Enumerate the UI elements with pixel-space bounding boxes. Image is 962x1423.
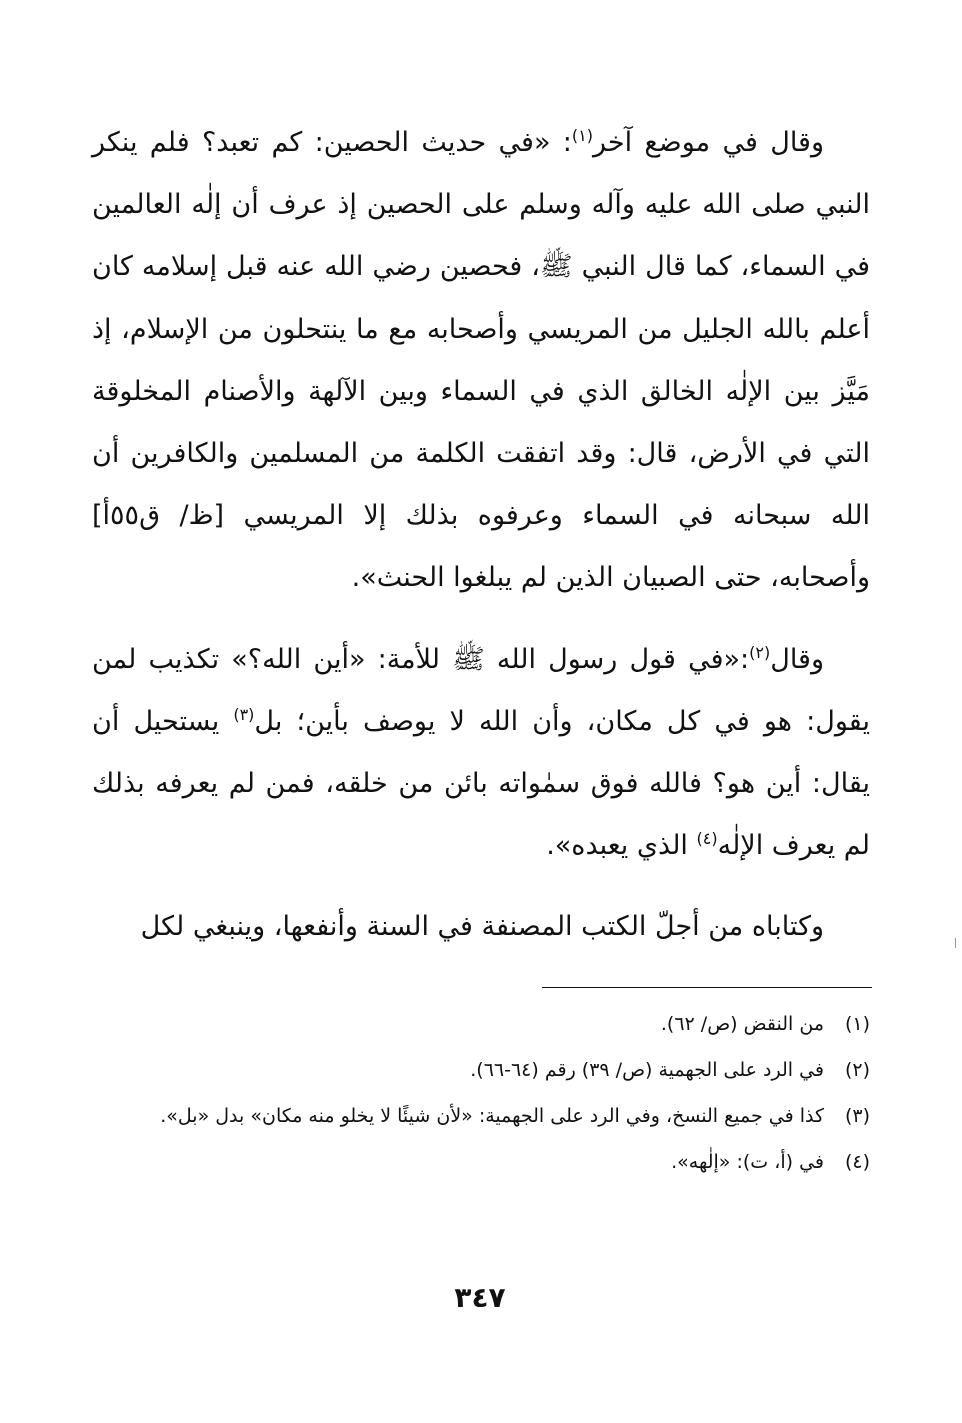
footnote-number: (٢) xyxy=(844,1059,870,1081)
footnote-ref-3: (٣) xyxy=(233,704,255,724)
paragraph-3: وكتاباه من أجلّ الكتب المصنفة في السنة وأنفعها، وينبغي لكل xyxy=(140,911,824,943)
footnote-ref-1: (١) xyxy=(571,126,593,145)
footnote-text: من النقض (ص/ ٦٢). xyxy=(660,1013,824,1035)
footnote-text: في (أ، ت): «إلٰهه». xyxy=(671,1151,824,1173)
footnote-number: (٣) xyxy=(844,1105,870,1127)
footnote-number: (١) xyxy=(844,1013,870,1035)
para2-quote-b: يستحيل أن يقال: أين هو؟ فالله فوق سمٰواته بائن من خلقه، فمن لم يعرفه بذلك لم يعرف الإلٰه xyxy=(92,705,870,862)
footnote-2 xyxy=(90,1047,870,1093)
footnotes xyxy=(90,1001,870,1185)
page-number: ٣٤٧ xyxy=(454,1281,506,1314)
footnote-1 xyxy=(90,1001,870,1047)
para2-lead: وقال xyxy=(770,643,824,675)
paragraph-1 xyxy=(92,112,870,610)
scan-speck xyxy=(955,938,956,948)
para2-quote-a: :«في قول رسول الله ﷺ للأمة: «أين الله؟» تكذيب لمن يقول: هو في كل مكان، وأن الله لا يوصف بأين؛ بل xyxy=(92,643,870,737)
footnote-number: (٤) xyxy=(844,1151,870,1173)
footnote-separator xyxy=(542,987,872,988)
footnote-text: في الرد على الجهمية (ص/ ٣٩) رقم (٦٤-٦٦). xyxy=(470,1059,824,1081)
footnote-text: كذا في جميع النسخ، وفي الرد على الجهمية: «لأن شيئًا لا يخلو منه مكان» بدل «بل». xyxy=(160,1105,824,1127)
para1-lead: وقال في موضع آخر xyxy=(593,127,824,158)
footnote-ref-4: (٤) xyxy=(696,829,718,849)
main-text xyxy=(92,112,870,978)
footnote-3 xyxy=(90,1093,870,1139)
paragraph-2 xyxy=(92,629,870,878)
para1-body: : «في حديث الحصين: كم تعبد؟ فلم ينكر النبي صلى الله عليه وآله وسلم على الحصين إذ عرف أن إلٰه العالمين في السماء، كما قال النبي ﷺ، فحصين رضي الله عنه قبل إسلامه كان أعلم بالله الجليل من المريسي وأصحابه مع ما ينتحلون من الإسلام، إذ مَيَّز بين الإلٰه الخالق الذي في السماء وبين الآلهة والأصنام المخلوقة التي في الأرض، قال: وقد اتفقت الكلمة من المسلمين والكافرين أن الله سبحانه في السماء وعرفوه بذلك إلا المريسي [ظ/ ق٥٥أ] وأصحابه، حتى الصبيان الذين لم يبلغوا الحنث». xyxy=(92,127,870,594)
footnote-ref-2: (٢) xyxy=(749,642,771,662)
footnote-4 xyxy=(90,1139,870,1185)
para2-quote-c: الذي يعبده». xyxy=(546,830,697,862)
